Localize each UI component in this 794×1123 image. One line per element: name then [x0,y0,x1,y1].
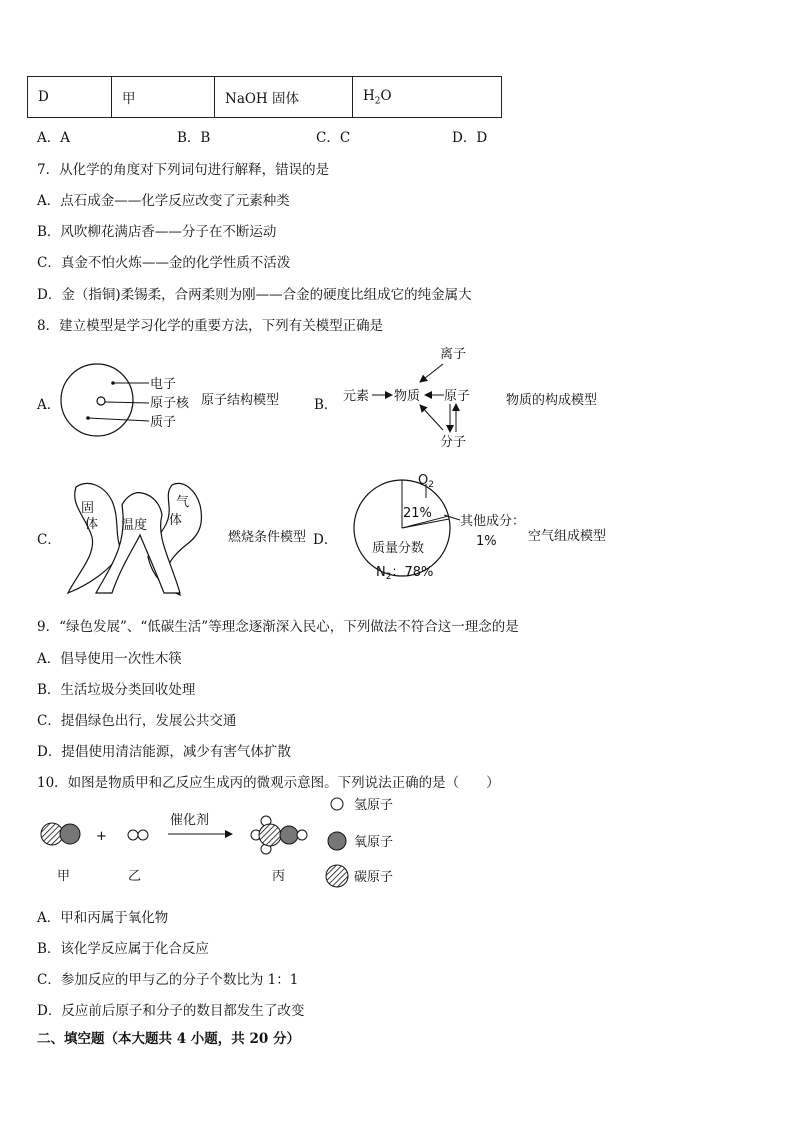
q7-option-d: D．金（指铜)柔锡柔，合两柔则为刚——合金的硬度比组成它的纯金属大 [37,287,472,303]
table-cell [353,77,502,118]
table-row [28,77,502,118]
carbon-atom [259,824,281,846]
n2-percent: ：78% [391,565,434,580]
q10-option-a: A．甲和丙属于氧化物 [37,910,169,926]
combustion-conditions-model [60,475,320,600]
q8-stem: 8．建立模型是学习化学的重要方法，下列有关模型正确是 [37,318,384,334]
nucleus-pointer [105,402,149,403]
combustion-model-caption: 燃烧条件模型 [228,530,307,545]
substance-label: 物质 [394,389,421,404]
electron-label: 电子 [150,377,177,392]
nucleus-label: 原子核 [150,396,190,411]
pie-chart [354,480,450,576]
molecule-arrow [420,405,443,430]
element-label: 元素 [343,389,370,404]
proton-pointer [88,418,149,421]
hydrogen-legend-label: 氢原子 [354,798,394,813]
o2-label-main: O [418,473,429,488]
oxygen-legend-label: 氧原子 [354,835,394,850]
nucleus-circle [97,397,105,405]
formula-o: O [380,87,392,104]
q10-option-b: B．该化学反应属于化合反应 [37,941,209,957]
atom-structure-model [55,360,305,440]
solid-label-1: 固 [81,501,95,516]
q8-d-letter: D． [313,532,338,548]
q7-option-b: B．风吹柳花满店香——分子在不断运动 [37,224,277,240]
hydrogen-atom [128,830,138,840]
table-cell: 甲 [112,77,215,118]
q6-option-a: A．A [37,130,70,146]
q9-option-c: C．提倡绿色出行，发展公共交通 [37,713,237,729]
jia-label: 甲 [57,869,71,884]
other-label: 其他成分： [460,514,526,529]
q9-option-b: B．生活垃圾分类回收处理 [37,682,196,698]
carbon-legend-icon [326,865,348,887]
n2-label-main: N [376,565,386,580]
o2-label-sub: 2 [428,480,434,490]
oxygen-atom [60,824,80,844]
formula-sub: 2 [374,96,381,107]
q6-option-d: D．D [452,130,488,146]
yi-label: 乙 [128,869,142,884]
table-cell: D [28,77,112,118]
gas-label-2: 体 [169,513,183,528]
temperature-label: 温度 [121,518,148,533]
air-composition-model [340,470,630,590]
q6-option-c: C．C [316,130,351,146]
bing-label: 丙 [272,869,286,884]
formula-h: H [363,87,375,104]
air-model-caption: 空气组成模型 [528,529,607,544]
plus-sign: + [96,829,107,844]
gas-label-1: 气 [176,495,190,510]
molecule-label: 分子 [440,435,467,450]
o2-label [418,473,434,490]
q8-a-letter: A． [37,397,61,413]
catalyst-label: 催化剂 [170,813,210,828]
hydrogen-atom [297,830,307,840]
q9-option-a: A．倡导使用一次性木筷 [37,651,182,667]
o2-percent: 21% [403,506,432,521]
q9-option-d: D．提倡使用清洁能源，减少有害气体扩散 [37,744,291,760]
proton-label: 质子 [150,415,177,430]
reaction-diagram [30,792,430,892]
section-heading: 二、填空题（本大题共 4 小题，共 20 分） [37,1031,300,1047]
n2-label [376,565,433,582]
hydrogen-atom [138,830,148,840]
solid-label-2: 体 [85,517,99,532]
table-cell: NaOH 固体 [215,77,353,118]
q9-stem: 9．“绿色发展”、“低碳生活”等理念逐渐深入民心，下列做法不符合这一理念的是 [37,619,519,635]
atom-label: 原子 [444,389,471,404]
answer-table [27,76,502,118]
q6-option-b: B．B [177,130,211,146]
n2-label-sub: 2 [385,572,392,582]
hydrogen-legend-icon [331,798,343,810]
q8-c-letter: C． [37,532,61,548]
ion-label: 离子 [440,347,467,362]
substance-composition-model [340,340,640,455]
oxygen-atom [280,826,298,844]
q7-option-c: C．真金不怕火炼——金的化学性质不活泼 [37,255,291,271]
q10-option-c: C．参加反应的甲与乙的分子个数比为 1：1 [37,972,299,988]
other-percent: 1% [476,534,497,549]
q7-stem: 7．从化学的角度对下列词句进行解释，错误的是 [37,162,330,178]
q10-stem: 10．如图是物质甲和乙反应生成丙的微观示意图。下列说法正确的是（ ） [37,775,500,791]
q10-option-d: D．反应前后原子和分子的数目都发生了改变 [37,1003,305,1019]
carbon-legend-label: 碳原子 [354,870,394,885]
ion-arrow [420,364,443,382]
atom-model-caption: 原子结构模型 [201,393,280,408]
mass-fraction-label: 质量分数 [372,541,425,556]
q7-option-a: A．点石成金——化学反应改变了元素种类 [37,193,290,209]
composition-model-caption: 物质的构成模型 [506,393,598,408]
q8-b-letter: B． [314,397,338,413]
oxygen-legend-icon [328,832,346,850]
